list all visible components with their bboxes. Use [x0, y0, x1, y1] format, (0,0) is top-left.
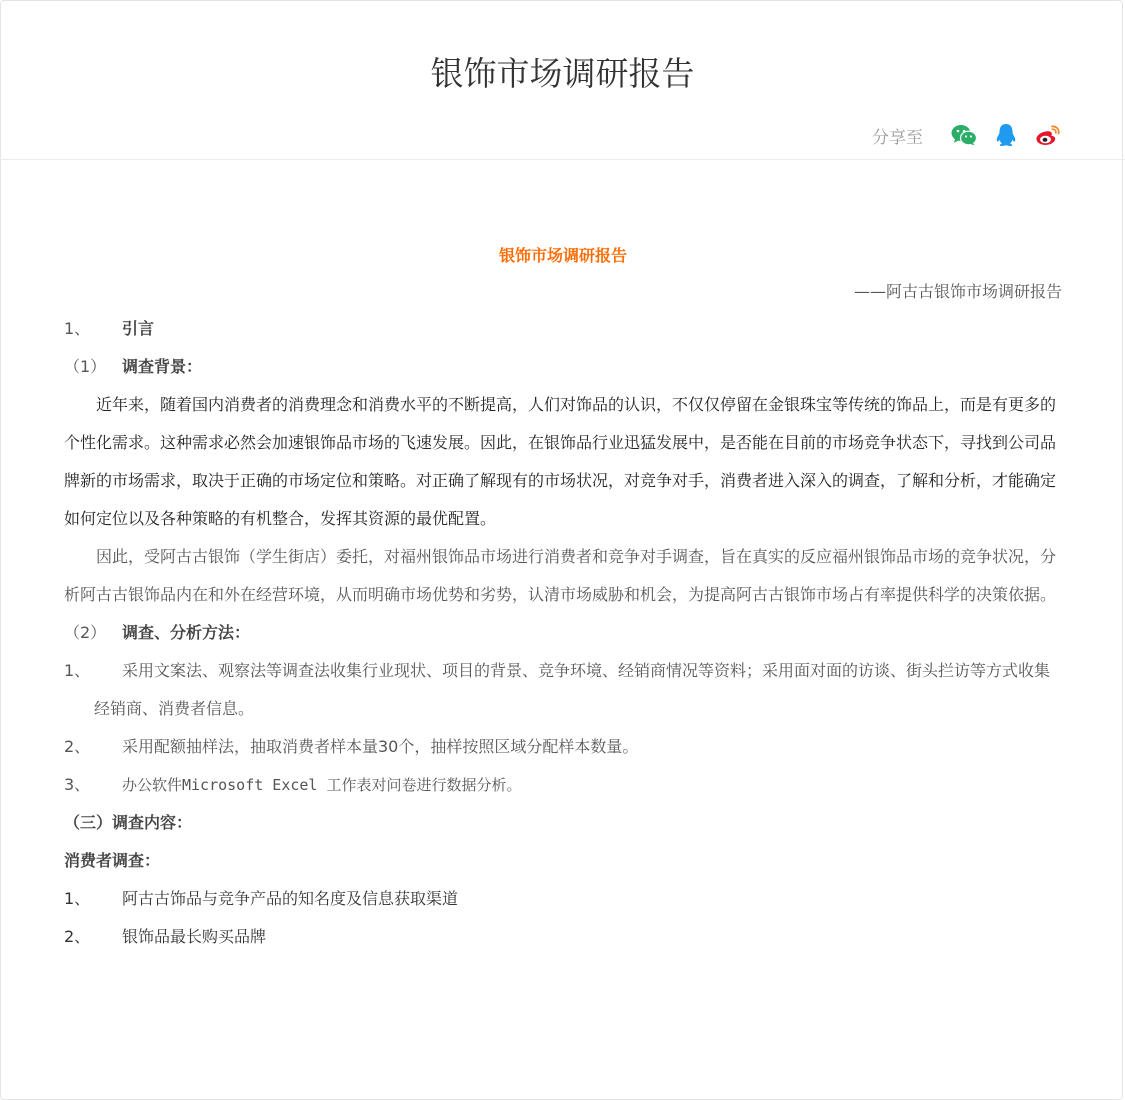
paragraph-commission: 因此，受阿古古银饰（学生街店）委托，对福州银饰品市场进行消费者和竞争对手调查，旨在真实的反应福州银饰品市场的竞争状况，分析阿古古银饰品内在和外在经营环境，从而明确市场优势和劣势，认清市场威胁和机会，为提高阿古古银饰市场占有率提供科学的决策依据。: [64, 547, 1057, 604]
share-weibo-button[interactable]: [1033, 120, 1063, 150]
article-subtitle: ——阿古古银饰市场调研报告: [853, 282, 1062, 301]
consumer-item: [64, 918, 1062, 956]
subsection-number: （1）: [64, 357, 107, 376]
share-wechat-button[interactable]: [949, 120, 979, 150]
page-title: 银饰市场调研报告: [430, 54, 695, 93]
subsection-heading-content: （三）调查内容：: [64, 813, 193, 832]
method-item: [64, 652, 1062, 728]
method-number: 3、: [64, 775, 91, 794]
consumer-survey-heading: 消费者调查：: [64, 851, 161, 870]
consumer-item-text: 银饰品最长购买品牌: [122, 927, 267, 946]
share-label: 分享至: [872, 127, 923, 148]
wechat-icon: [951, 124, 977, 146]
subsection-number: （2）: [64, 623, 107, 642]
section-label: 引言: [122, 319, 155, 338]
method-item: [64, 766, 1062, 804]
subsection-label: 调查、分析方法：: [122, 623, 251, 642]
consumer-item-number: 1、: [64, 889, 91, 908]
method-number: 2、: [64, 737, 91, 756]
subsection-heading: [64, 614, 1062, 652]
method-number: 1、: [64, 661, 91, 680]
method-text: 办公软件Microsoft Excel 工作表对问卷进行数据分析。: [122, 776, 522, 794]
section-number: 1、: [64, 319, 91, 338]
consumer-item-text: 阿古古饰品与竞争产品的知名度及信息获取渠道: [122, 889, 459, 908]
share-bar: [872, 120, 1063, 150]
share-qq-button[interactable]: [991, 120, 1021, 150]
section-heading: [64, 310, 1062, 348]
method-text: 采用文案法、观察法等调查法收集行业现状、项目的背景、竞争环境、经销商情况等资料；采用面对面的访谈、街头拦访等方式收集经销商、消费者信息。: [94, 661, 1051, 718]
consumer-item-number: 2、: [64, 927, 91, 946]
subsection-label: 调查背景：: [122, 357, 203, 376]
paragraph-background: 近年来，随着国内消费者的消费理念和消费水平的不断提高，人们对饰品的认识，不仅仅停留在金银珠宝等传统的饰品上，而是有更多的个性化需求。这种需求必然会加速银饰品市场的飞速发展。因此，在银饰品行业迅猛发展中，是否能在目前的市场竞争状态下，寻找到公司品牌新的市场需求，取决于正确的市场定位和策略。对正确了解现有的市场状况，对竞争对手，消费者进入深入的调查，了解和分析，才能确定如何定位以及各种策略的有机整合，发挥其资源的最优配置。: [64, 395, 1057, 528]
qq-icon: [995, 123, 1017, 147]
article-title: 银饰市场调研报告: [498, 246, 627, 265]
method-text: 采用配额抽样法，抽取消费者样本量30个，抽样按照区域分配样本数量。: [122, 737, 639, 756]
method-item: [64, 728, 1062, 766]
weibo-icon: [1035, 124, 1061, 146]
consumer-item: [64, 880, 1062, 918]
page-header: [0, 0, 1125, 160]
subsection-heading: [64, 348, 1062, 386]
article-body: [64, 238, 1062, 956]
